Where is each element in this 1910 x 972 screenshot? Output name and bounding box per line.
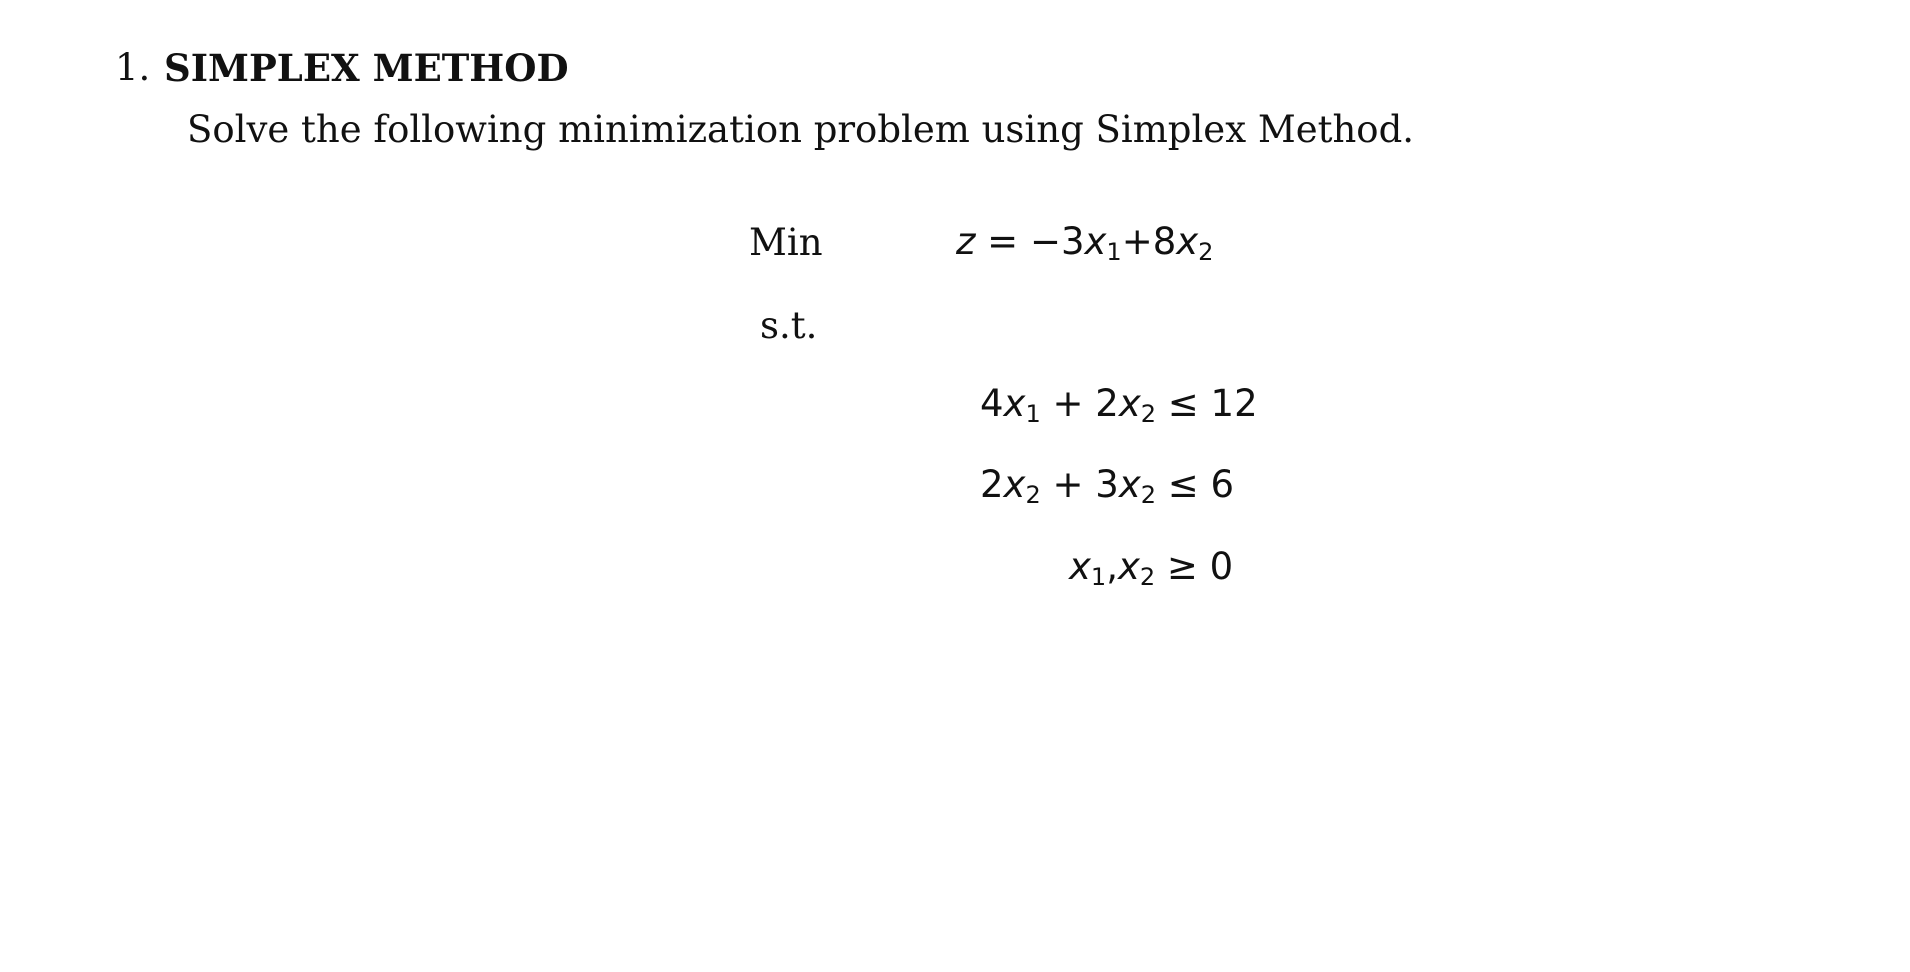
constraint-rhs: ≤ 12	[1156, 382, 1258, 425]
problem-instruction: Solve the following minimization problem using Simplex Method.	[187, 108, 1415, 151]
subscript-1: 1	[1106, 238, 1122, 266]
objective-variable: z	[956, 220, 976, 263]
constraint-variable: x	[1117, 545, 1140, 588]
nonnegativity-constraint	[1069, 545, 1234, 591]
constraint-subscript: 2	[1140, 481, 1156, 509]
constraint-1	[980, 382, 1258, 428]
variable-separator: ,	[1106, 545, 1118, 588]
variable-x2: x	[1176, 220, 1199, 263]
constraint-2	[980, 463, 1235, 509]
subscript-2: 2	[1198, 238, 1214, 266]
constraint-subscript: 2	[1025, 481, 1041, 509]
constraint-rhs: ≤ 6	[1156, 463, 1235, 506]
constraint-subscript: 1	[1025, 400, 1041, 428]
constraint-operator: + 2	[1040, 382, 1119, 425]
constraint-variable: x	[1003, 463, 1026, 506]
constraint-operator: + 3	[1040, 463, 1119, 506]
constraint-variable: x	[1118, 382, 1141, 425]
constraint-subscript: 1	[1090, 563, 1107, 591]
constraint-rhs: ≥ 0	[1155, 545, 1234, 588]
constraint-subscript: 2	[1140, 400, 1156, 428]
subject-to-label: s.t.	[760, 304, 818, 347]
constraint-variable: x	[1069, 545, 1091, 588]
section-title: SIMPLEX METHOD	[164, 46, 569, 90]
objective-relation: = −3	[975, 220, 1085, 263]
constraint-coefficient: 2	[980, 463, 1004, 506]
constraint-subscript: 2	[1139, 563, 1156, 591]
variable-x1: x	[1084, 220, 1107, 263]
constraint-variable: x	[1003, 382, 1026, 425]
section-number: 1.	[115, 46, 151, 89]
objective-middle-term: +8	[1121, 220, 1177, 263]
objective-label: Min	[749, 221, 823, 264]
objective-function	[956, 220, 1214, 266]
constraint-coefficient: 4	[980, 382, 1004, 425]
constraint-variable: x	[1118, 463, 1141, 506]
